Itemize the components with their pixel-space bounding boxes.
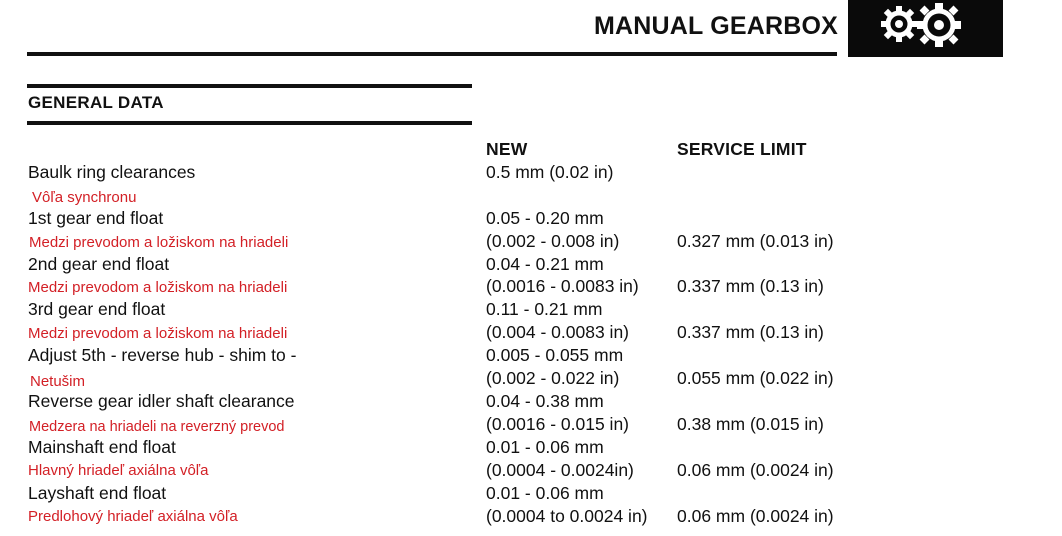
column-header-service-limit: SERVICE LIMIT [677,139,807,159]
row-label: Reverse gear idler shaft clearance [28,391,295,411]
row-service-limit: 0.337 mm (0.13 in) [677,276,824,296]
row-translation: Medzera na hriadeli na reverzný prevod [29,419,285,435]
row-new-value: 0.5 mm (0.02 in) [486,162,614,182]
row-new-value-imperial: (0.0016 - 0.0083 in) [486,276,639,296]
row-label: Layshaft end float [28,483,167,503]
row-new-value: 0.04 - 0.21 mm [486,254,604,274]
header-divider [27,52,837,56]
section-title: GENERAL DATA [28,93,164,112]
row-new-value: 0.05 - 0.20 mm [486,208,604,228]
row-translation: Vôľa synchronu [32,189,137,206]
gearbox-logo [848,0,1003,57]
row-new-value: 0.005 - 0.055 mm [486,345,624,365]
row-service-limit: 0.327 mm (0.013 in) [677,231,834,251]
row-label: Adjust 5th - reverse hub - shim to - [28,345,297,365]
row-translation: Predlohový hriadeľ axiálna vôľa [28,508,238,525]
row-label: 2nd gear end float [28,254,170,274]
column-header-new: NEW [486,139,528,159]
row-label: 3rd gear end float [28,299,166,319]
row-label: 1st gear end float [28,208,164,228]
row-new-value-imperial: (0.0016 - 0.015 in) [486,414,630,434]
row-new-value-imperial: (0.0004 to 0.0024 in) [486,506,648,526]
row-service-limit: 0.337 mm (0.13 in) [677,322,824,342]
section-divider-bottom [27,121,472,125]
row-translation: Medzi prevodom a ložiskom na hriadeli [28,279,288,296]
row-new-value: 0.01 - 0.06 mm [486,483,604,503]
row-new-value: 0.11 - 0.21 mm [486,299,603,319]
row-new-value-imperial: (0.002 - 0.022 in) [486,368,620,388]
gears-icon [871,2,981,56]
row-translation: Hlavný hriadeľ axiálna vôľa [28,462,209,479]
row-new-value: 0.04 - 0.38 mm [486,391,604,411]
page-title: MANUAL GEARBOX [593,12,838,40]
section-divider-top [27,84,472,88]
row-translation: Medzi prevodom a ložiskom na hriadeli [29,234,289,251]
row-service-limit: 0.055 mm (0.022 in) [677,368,834,388]
row-new-value-imperial: (0.0004 - 0.0024in) [486,460,634,480]
row-service-limit: 0.06 mm (0.0024 in) [677,460,834,480]
row-new-value-imperial: (0.002 - 0.008 in) [486,231,620,251]
row-label: Mainshaft end float [28,437,176,457]
row-service-limit: 0.06 mm (0.0024 in) [677,506,834,526]
row-translation: Medzi prevodom a ložiskom na hriadeli [28,325,288,342]
row-service-limit: 0.38 mm (0.015 in) [677,414,824,434]
row-translation: Netušim [30,373,86,390]
row-label: Baulk ring clearances [28,162,196,182]
row-new-value: 0.01 - 0.06 mm [486,437,604,457]
row-new-value-imperial: (0.004 - 0.0083 in) [486,322,630,342]
